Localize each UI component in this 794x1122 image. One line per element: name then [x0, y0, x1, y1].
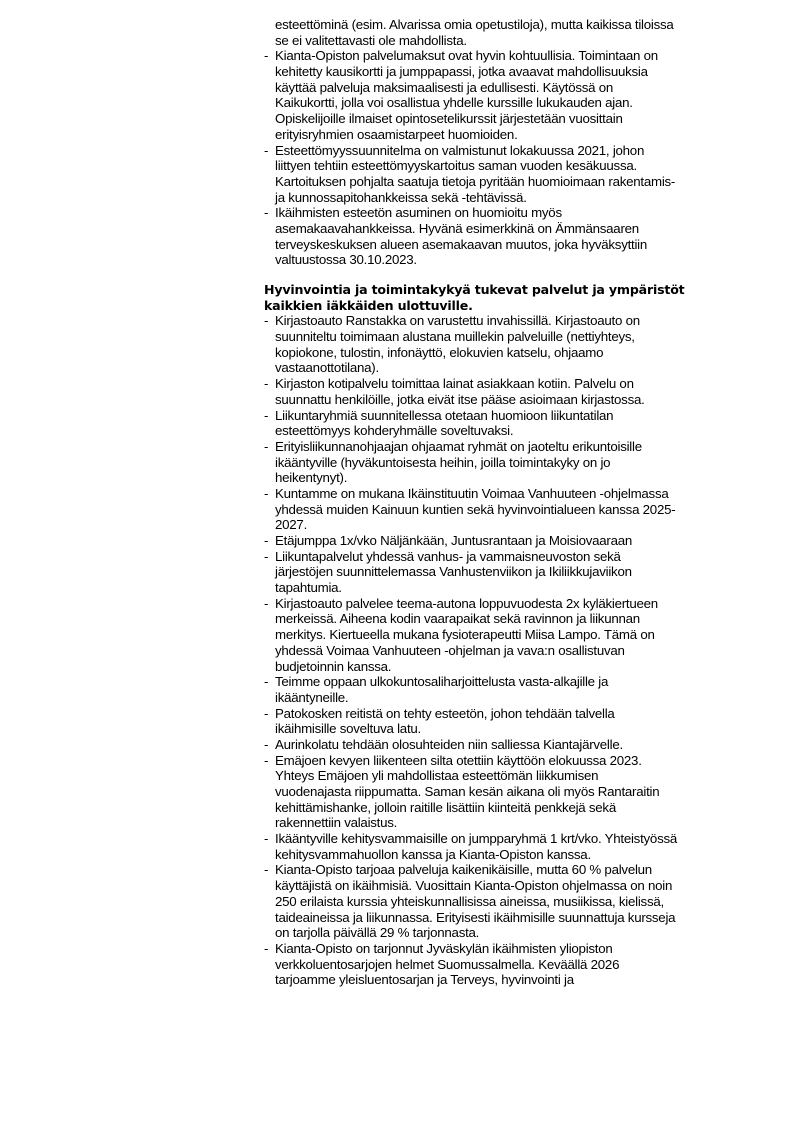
text-line: terveyskeskuksen alueen asemakaavan muutos, joka hyväksyttiin: [275, 236, 648, 252]
bullet-text: Kirjaston kotipalvelu toimittaa lainat asiakkaan kotiin. Palvelu on: [275, 376, 634, 392]
text-line: käyttäjistä on ikäihmisiä. Vuosittain Kianta-Opiston ohjelmassa on noin: [275, 878, 673, 894]
bullet-item: [264, 706, 744, 737]
text-line: vuodenajasta riippumatta. Saman kesän aikana oli myös Rantaraitin: [275, 784, 660, 799]
bullet-line: [264, 376, 744, 392]
bullet-text: Ikääntyville kehitysvammaisille on jumpparyhmä 1 krt/vko. Yhteistyössä: [275, 831, 678, 847]
bullet-text: Kirjastoauto Ranstakka on varustettu invahissillä. Kirjastoauto on: [275, 313, 640, 329]
bullet-item: [264, 439, 744, 486]
section-heading-line: Hyvinvointia ja toimintakykyä tukevat palvelut ja ympäristöt: [264, 282, 685, 297]
bullet-line: [264, 313, 744, 329]
bullet-item: [264, 376, 744, 407]
document-section: [264, 268, 744, 988]
text-line: yhdessä Voimaa Vanhuuteen -ohjelman ja vava:n osallistuvan: [275, 642, 625, 658]
bullet-text: Esteettömyyssuunnitelma on valmistunut lokakuussa 2021, johon: [275, 142, 645, 158]
text-line: liittyen tehtiin esteettömyyskartoitus saman vuoden kesäkuussa.: [275, 158, 637, 174]
bullet-item: [264, 674, 744, 705]
text-line: suunnattu henkilöille, jotka eivät itse pääse asioimaan kirjastossa.: [275, 391, 645, 407]
bullet-line: [264, 862, 744, 878]
bullet-dash-icon: -: [264, 752, 269, 768]
bullet-line: [264, 486, 744, 502]
bullet-dash-icon: -: [264, 313, 269, 329]
section-spacer: [264, 268, 744, 282]
bullet-dash-icon: -: [264, 736, 269, 752]
bullet-line: [264, 48, 744, 64]
text-line: Yhteys Emäjoen yli mahdollistaa esteettömän liikkumisen: [275, 768, 599, 784]
bullet-item: [264, 486, 744, 533]
bullet-item: [264, 313, 744, 376]
text-line: käyttää palveluja maksimaalisesti ja edullisesti. Käytössä on: [275, 79, 614, 95]
bullet-item: [264, 549, 744, 596]
text-line: valtuustossa 30.10.2023.: [275, 252, 417, 268]
text-line: merkeissä. Aiheena kodin vaarapaikat sekä ravinnon ja liikunnan: [275, 611, 640, 627]
bullet-line: [264, 408, 744, 424]
bullet-text: Kuntamme on mukana Ikäinstituutin Voimaa Vanhuuteen -ohjelmassa: [275, 485, 669, 501]
text-line: kehitysvammahuollon kanssa ja Kianta-Opiston kanssa.: [275, 846, 591, 862]
bullet-line: [264, 596, 744, 612]
text-line: ikäihmisille soveltuva latu.: [275, 721, 421, 737]
bullet-text: Kianta-Opiston palvelumaksut ovat hyvin kohtuullisia. Toimintaan on: [275, 48, 658, 64]
bullet-item: [264, 205, 744, 268]
text-line: järjestöjen suunnittelemassa Vanhustenviikon ja Ikiliikkujaviikon: [275, 564, 632, 580]
bullet-line: [264, 439, 744, 455]
bullet-line: [264, 831, 744, 847]
text-line: rakennettiin valaistus.: [275, 815, 398, 831]
bullet-dash-icon: -: [264, 438, 269, 454]
bullet-text: Liikuntapalvelut yhdessä vanhus- ja vammaisneuvoston sekä: [275, 548, 621, 564]
bullet-dash-icon: -: [264, 831, 269, 847]
bullet-dash-icon: -: [264, 533, 269, 548]
text-line: taideaineissa ja liikunnassa. Erityisesti ikäihmisille suunnattuja kursseja: [275, 909, 676, 925]
text-line: tapahtumia.: [275, 580, 342, 596]
text-line: Kaikukortti, jolla voi osallistua yhdelle kurssille lukukauden ajan.: [275, 95, 633, 111]
bullet-text: Teimme oppaan ulkokuntosaliharjoittelusta vasta-alkajille ja: [275, 674, 609, 690]
bullet-dash-icon: -: [264, 407, 269, 423]
bullet-line: [264, 706, 744, 722]
text-line: esteettöminä (esim. Alvarissa omia opetustiloja), mutta kaikissa tiloissa: [275, 17, 674, 32]
text-line: Kartoituksen pohjalta saatuja tietoja pyritään huomioimaan rakentamis-: [275, 173, 676, 189]
bullet-line: [264, 674, 744, 690]
bullet-text: Emäjoen kevyen liikenteen silta otettiin käyttöön elokuussa 2023.: [275, 752, 642, 768]
bullet-item: [264, 408, 744, 439]
bullet-item: [264, 941, 744, 988]
text-line: verkkoluentosarjojen helmet Suomussalmella. Keväällä 2026: [275, 956, 620, 972]
bullet-line: [264, 737, 744, 753]
bullet-dash-icon: -: [264, 674, 269, 690]
text-line: 250 erilaista kurssia yhteiskunnallisissa aineissa, musiikissa, kielissä,: [275, 893, 664, 909]
bullet-item: [264, 862, 744, 940]
bullet-item: [264, 143, 744, 206]
text-line: 2027.: [275, 517, 308, 533]
bullet-text: Liikuntaryhmiä suunnitellessa otetaan huomioon liikuntatilan: [275, 407, 614, 423]
text-line: merkitys. Kiertueella mukana fysioterapeutti Miisa Lampo. Tämä on: [275, 627, 655, 643]
text-line: on tarjolla päivällä 29 % tarjonnasta.: [275, 925, 480, 941]
bullet-line: [264, 549, 744, 565]
text-line: Opiskelijoille ilmaiset opintosetelikurssit järjestetään vuosittain: [275, 111, 623, 127]
text-line: kehitetty kausikortti ja jumppapassi, jotka avaavat mahdollisuuksia: [275, 64, 648, 80]
bullet-dash-icon: -: [264, 376, 269, 392]
document-body: [264, 17, 744, 988]
text-line: ikääntyville (hyväkuntoisesta heihin, joilla toimintakyky on jo: [275, 454, 611, 470]
text-line: heikentynyt).: [275, 470, 348, 486]
bullet-dash-icon: -: [264, 485, 269, 501]
bullet-dash-icon: -: [264, 705, 269, 721]
bullet-dash-icon: -: [264, 940, 269, 956]
bullet-item: [264, 533, 744, 549]
text-line: esteettömyys kohderyhmälle soveltuvaksi.: [275, 423, 514, 439]
bullet-item: [264, 596, 744, 674]
bullet-dash-icon: -: [264, 48, 269, 64]
bullet-text: Kianta-Opisto on tarjonnut Jyväskylän ikäihmisten yliopiston: [275, 940, 613, 956]
bullet-dash-icon: -: [264, 142, 269, 158]
bullet-text: Erityisliikunnanohjaajan ohjaamat ryhmät on jaoteltu erikuntoisille: [275, 438, 642, 454]
text-line: ja kunnossapitohankkeissa sekä -tehtävissä.: [275, 189, 527, 205]
section-heading-line: kaikkien iäkkäiden ulottuville.: [264, 297, 473, 313]
bullet-item: [264, 48, 744, 142]
bullet-dash-icon: -: [264, 862, 269, 878]
text-line: yhdessä muiden Kainuun kuntien sekä hyvinvointialueen kanssa 2025-: [275, 501, 676, 517]
text-line: tarjoamme yleisluentosarjan ja Terveys, hyvinvointi ja: [275, 972, 574, 988]
bullet-line: [264, 533, 744, 549]
bullet-item: [264, 753, 744, 831]
bullet-dash-icon: -: [264, 548, 269, 564]
text-line: asemakaavahankkeissa. Hyvänä esimerkkinä on Ämmänsaaren: [275, 220, 639, 236]
text-line: se ei valitettavasti ole mahdollista.: [275, 32, 467, 48]
bullet-text: Kianta-Opisto tarjoaa palveluja kaikenikäisille, mutta 60 % palvelun: [275, 862, 652, 878]
text-line: budjetoinnin kanssa.: [275, 658, 392, 674]
bullet-item: [264, 737, 744, 753]
text-line: erityisryhmien osaamistarpeet huomioiden.: [275, 126, 518, 142]
bullet-dash-icon: -: [264, 595, 269, 611]
text-line: kehittämishanke, jolloin raitille lisättiin kiinteitä penkkejä sekä: [275, 799, 616, 815]
bullet-line: [264, 753, 744, 769]
text-line: vastaanottotilana).: [275, 360, 379, 376]
text-line: kopiokone, tulostin, infonäyttö, elokuvien katselu, ohjaamo: [275, 344, 604, 360]
continuation-paragraph: [264, 17, 744, 48]
bullet-item: [264, 831, 744, 862]
bullet-text: Patokosken reitistä on tehty esteetön, johon tehdään talvella: [275, 705, 615, 721]
bullet-text: Ikäihmisten esteetön asuminen on huomioitu myös: [275, 205, 562, 221]
document-section: [264, 17, 744, 268]
bullet-line: [264, 143, 744, 159]
text-line: suunniteltu toimimaan alustana muillekin palveluille (nettiyhteys,: [275, 329, 635, 345]
text-line: ikääntyneille.: [275, 689, 349, 705]
bullet-text: Aurinkolatu tehdään olosuhteiden niin salliessa Kiantajärvelle.: [275, 736, 623, 752]
bullet-line: [264, 205, 744, 221]
bullet-dash-icon: -: [264, 205, 269, 221]
bullet-line: [264, 941, 744, 957]
bullet-text: Etäjumppa 1x/vko Näljänkään, Juntusrantaan ja Moisiovaaraan: [275, 533, 633, 548]
bullet-text: Kirjastoauto palvelee teema-autona loppuvuodesta 2x kyläkiertueen: [275, 595, 658, 611]
